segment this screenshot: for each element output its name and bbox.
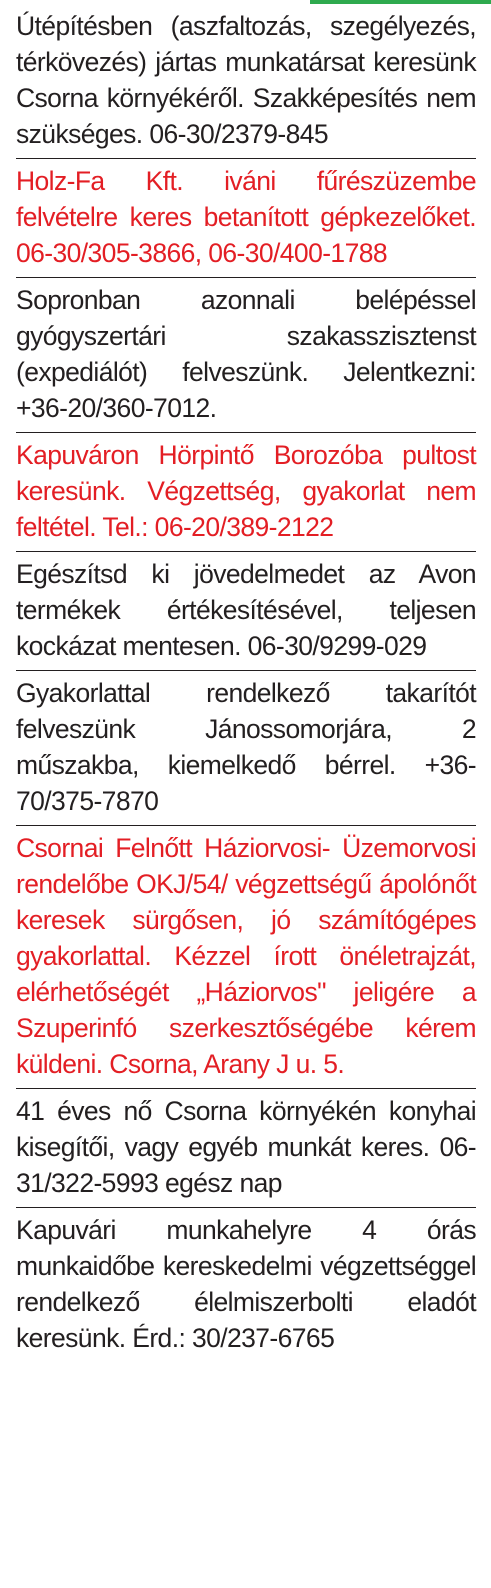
ad-text: Útépítésben (aszfaltozás, szegélyezés, térkövezés) jártas munkatársat keresünk Csorna környékéről. Szakképesítés nem szükséges. 06-30/2379-845 xyxy=(16,11,476,149)
classified-ad xyxy=(16,1089,476,1208)
classified-ad xyxy=(16,671,476,826)
classified-ad xyxy=(16,826,476,1089)
ad-text: 41 éves nő Csorna környékén konyhai kisegítői, vagy egyéb munkát keres. 06-31/322-5993 egész nap xyxy=(16,1096,476,1198)
ad-text: Kapuváron Hörpintő Borozóba pultost keresünk. Végzettség, gyakorlat nem feltétel. Tel.: 06-20/389-2122 xyxy=(16,440,476,542)
classified-ads-column xyxy=(16,4,476,1362)
ad-text: Sopronban azonnali belépéssel gyógyszertári szakasszisztenst (expediálót) felveszünk. Jelentkezni: +36-20/360-7012. xyxy=(16,285,476,423)
ad-text: Egészítsd ki jövedelmedet az Avon termékek értékesítésével, teljesen kockázat mentesen. 06-30/9299-029 xyxy=(16,559,476,661)
classified-ad xyxy=(16,433,476,552)
ad-text: Kapuvári munkahelyre 4 órás munkaidőbe kereskedelmi végzettséggel rendelkező élelmiszerbolti eladót keresünk. Érd.: 30/237-6765 xyxy=(16,1215,476,1353)
classified-ad xyxy=(16,4,476,159)
ad-text: Holz-Fa Kft. iváni fűrészüzembe felvételre keres betanított gépkezelőket. 06-30/305-3866, 06-30/400-1788 xyxy=(16,166,476,268)
ad-text: Gyakorlattal rendelkező takarítót felveszünk Jánossomorjára, 2 műszakba, kiemelkedő bérrel. +36-70/375-7870 xyxy=(16,678,476,816)
classified-ad xyxy=(16,159,476,278)
classified-ad xyxy=(16,278,476,433)
classified-ad xyxy=(16,552,476,671)
classified-ad xyxy=(16,1208,476,1362)
ad-text: Csornai Felnőtt Háziorvosi- Üzemorvosi rendelőbe OKJ/54/ végzettségű ápolónőt keresek sürgősen, jó számítógépes gyakorlattal. Kézzel írott önéletrajzát, elérhetőségét „Háziorvos" jeligére a Szuperinfó szerkesztőségébe kérem küldeni. Csorna, Arany J u. 5. xyxy=(16,833,476,1079)
